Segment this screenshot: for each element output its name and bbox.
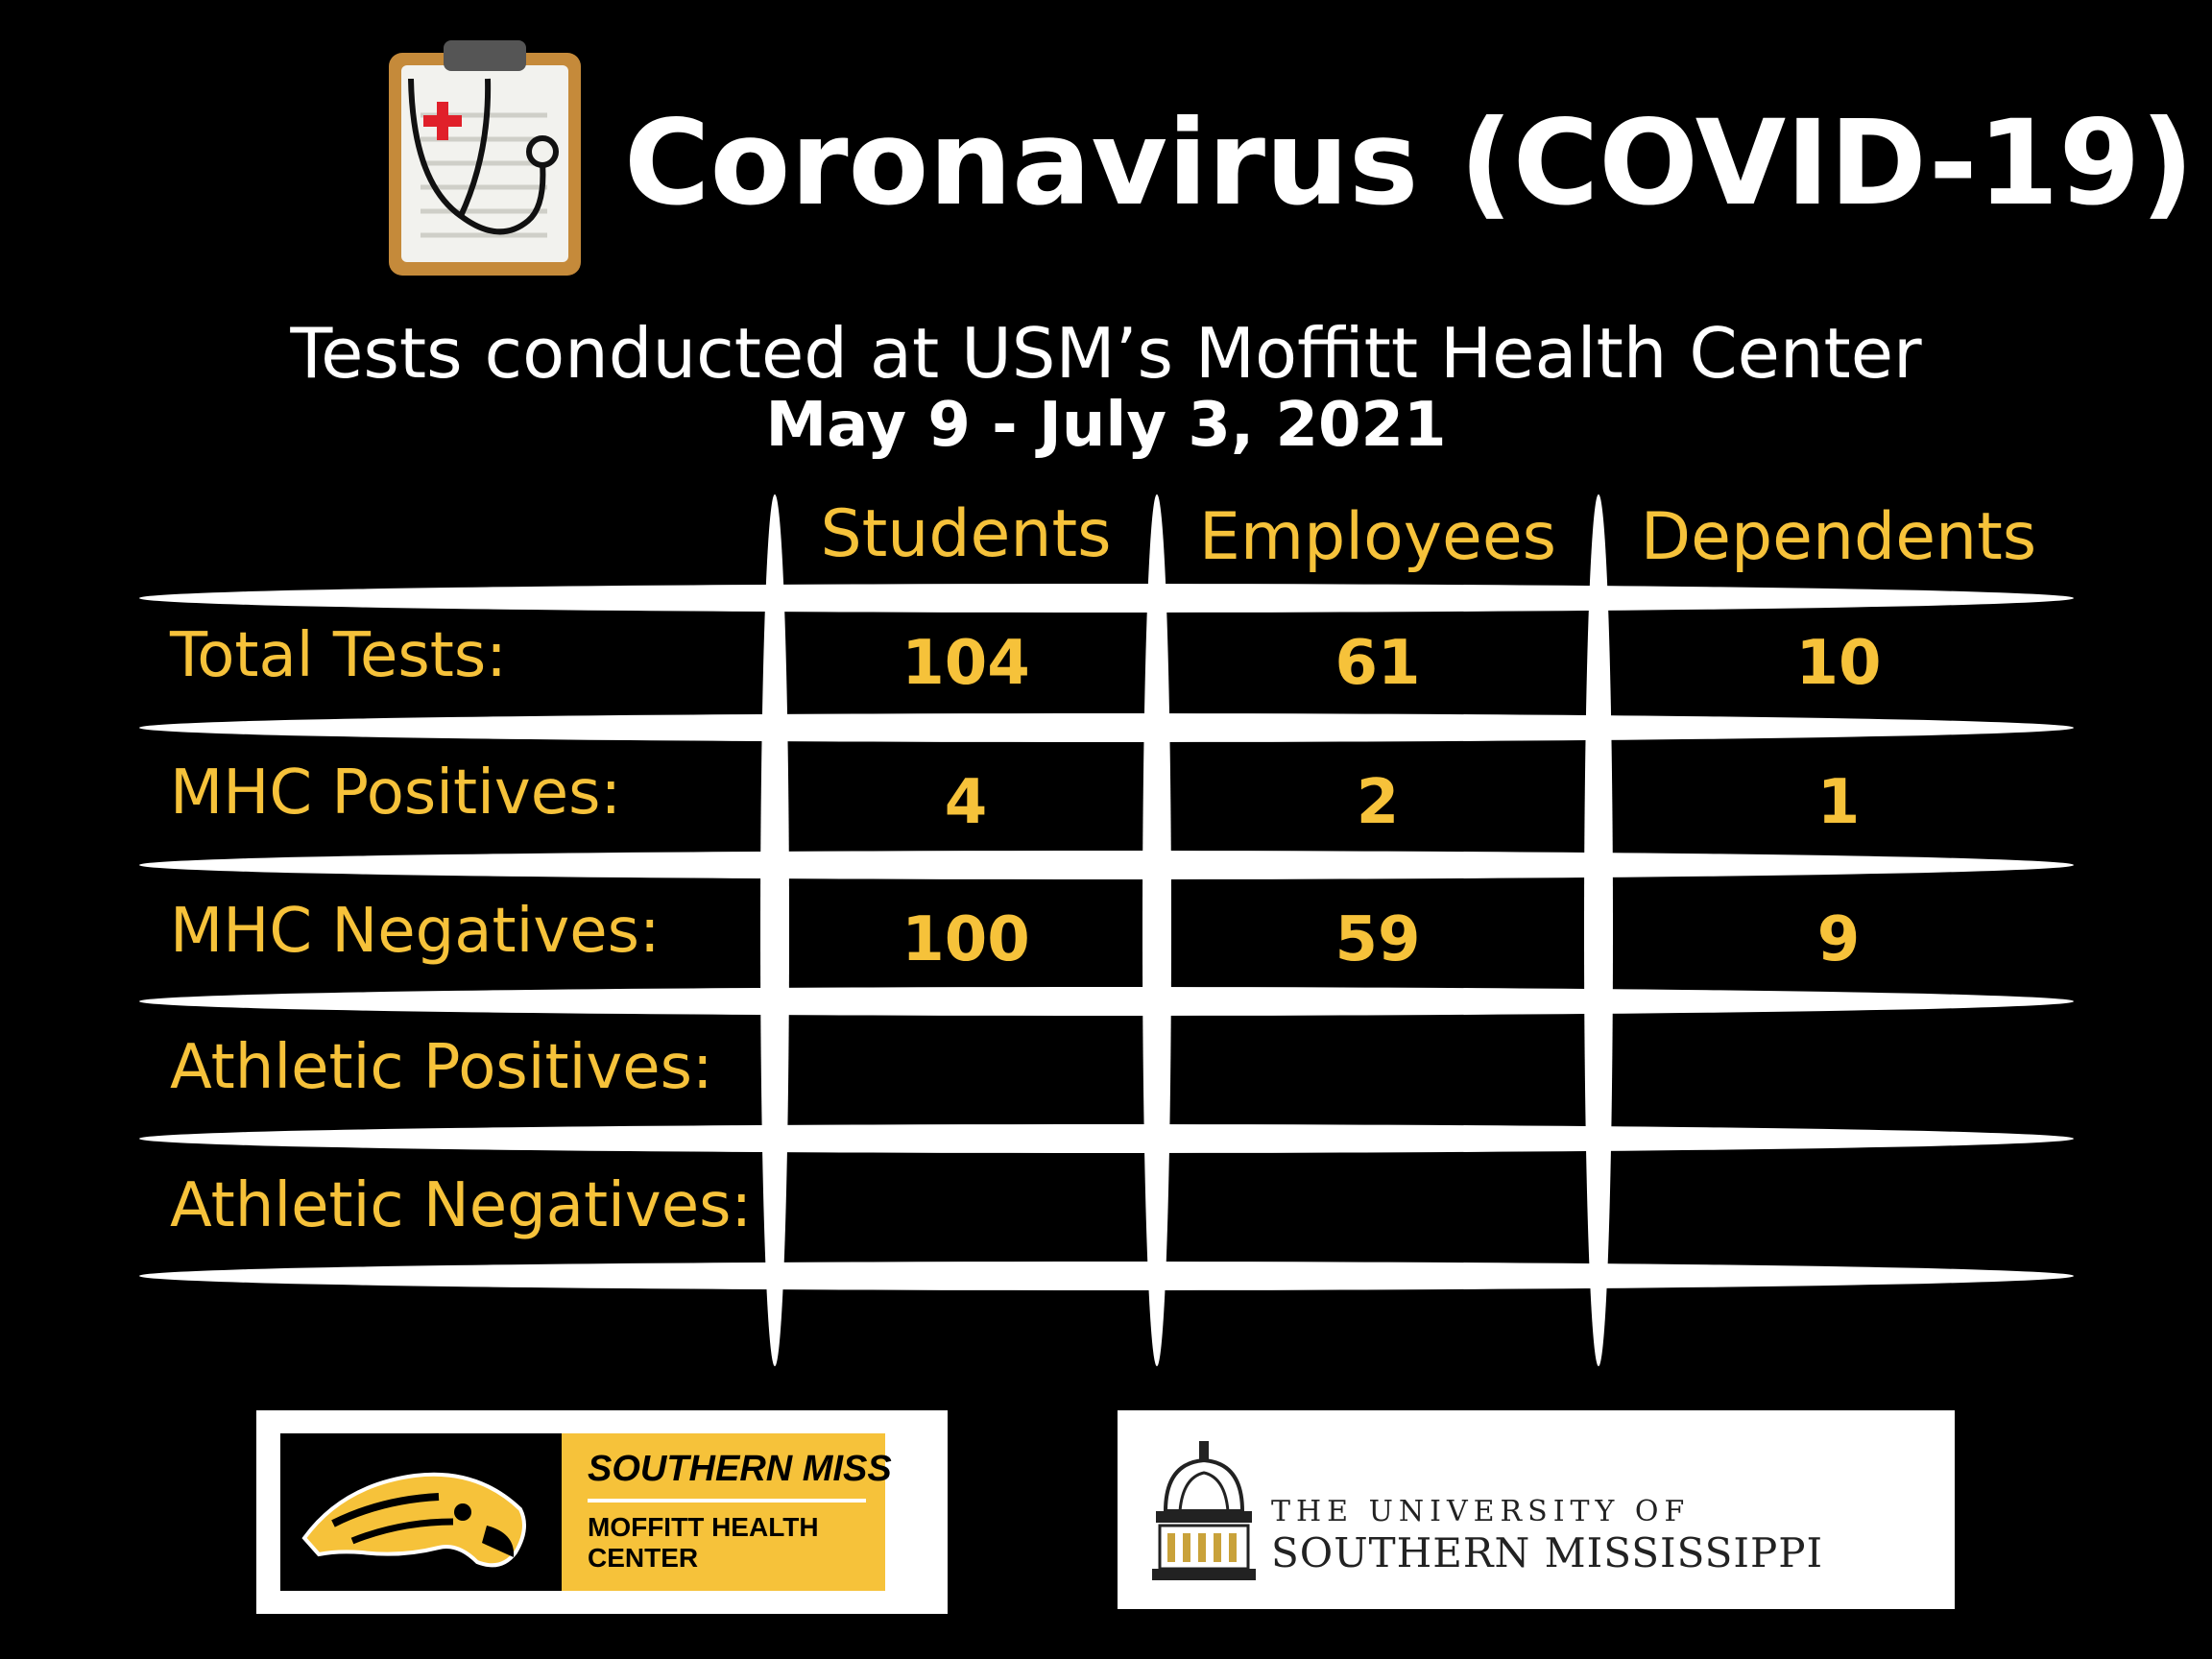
table-divider: [139, 851, 2074, 879]
row-label-athletic-negatives: Athletic Negatives:: [170, 1170, 752, 1241]
usm-logo-line1: THE UNIVERSITY OF: [1271, 1495, 1691, 1528]
golden-eagle-icon: [295, 1447, 535, 1581]
column-header-students: Students: [820, 496, 1112, 572]
moffitt-health-center-logo: [256, 1410, 948, 1614]
table-divider: [139, 584, 2074, 613]
table-cell: 1: [1816, 767, 1861, 838]
table-cell: 9: [1816, 904, 1861, 975]
column-header-employees: Employees: [1198, 499, 1557, 575]
dome-building-icon: [1146, 1439, 1262, 1593]
subtitle: Tests conducted at USM’s Moffitt Health Center: [290, 313, 1922, 394]
row-label-mhc-negatives: MHC Negatives:: [170, 896, 661, 967]
table-divider: [139, 987, 2074, 1016]
table-cell: 100: [902, 904, 1030, 975]
row-label-mhc-positives: MHC Positives:: [170, 757, 621, 829]
clipboard-stethoscope-icon: [384, 38, 586, 278]
table-cell: 59: [1334, 904, 1421, 975]
usm-logo-line2: SOUTHERN MISSISSIPPI: [1271, 1529, 1824, 1576]
page-title: Coronavirus (COVID-19): [624, 95, 2195, 231]
table-cell: 10: [1795, 628, 1882, 699]
table-divider: [139, 713, 2074, 742]
table-cell: 61: [1334, 628, 1421, 699]
table-column-divider: [760, 494, 789, 1366]
table-cell: 2: [1356, 767, 1400, 838]
table-divider: [139, 1262, 2074, 1290]
column-header-dependents: Dependents: [1640, 499, 2037, 575]
logo-line2: CENTER: [588, 1543, 699, 1573]
logo-brand-text: SOUTHERN MISS: [588, 1449, 892, 1489]
row-label-total-tests: Total Tests:: [170, 620, 507, 691]
date-range: May 9 - July 3, 2021: [765, 390, 1447, 461]
table-column-divider: [1142, 494, 1171, 1366]
table-cell: 4: [944, 767, 988, 838]
usm-university-logo: [1118, 1410, 1955, 1609]
logo-line1: MOFFITT HEALTH: [588, 1512, 819, 1542]
table-divider: [139, 1124, 2074, 1153]
table-column-divider: [1584, 494, 1613, 1366]
logo-rule: [588, 1499, 866, 1503]
table-cell: 104: [902, 628, 1030, 699]
row-label-athletic-positives: Athletic Positives:: [170, 1032, 713, 1103]
